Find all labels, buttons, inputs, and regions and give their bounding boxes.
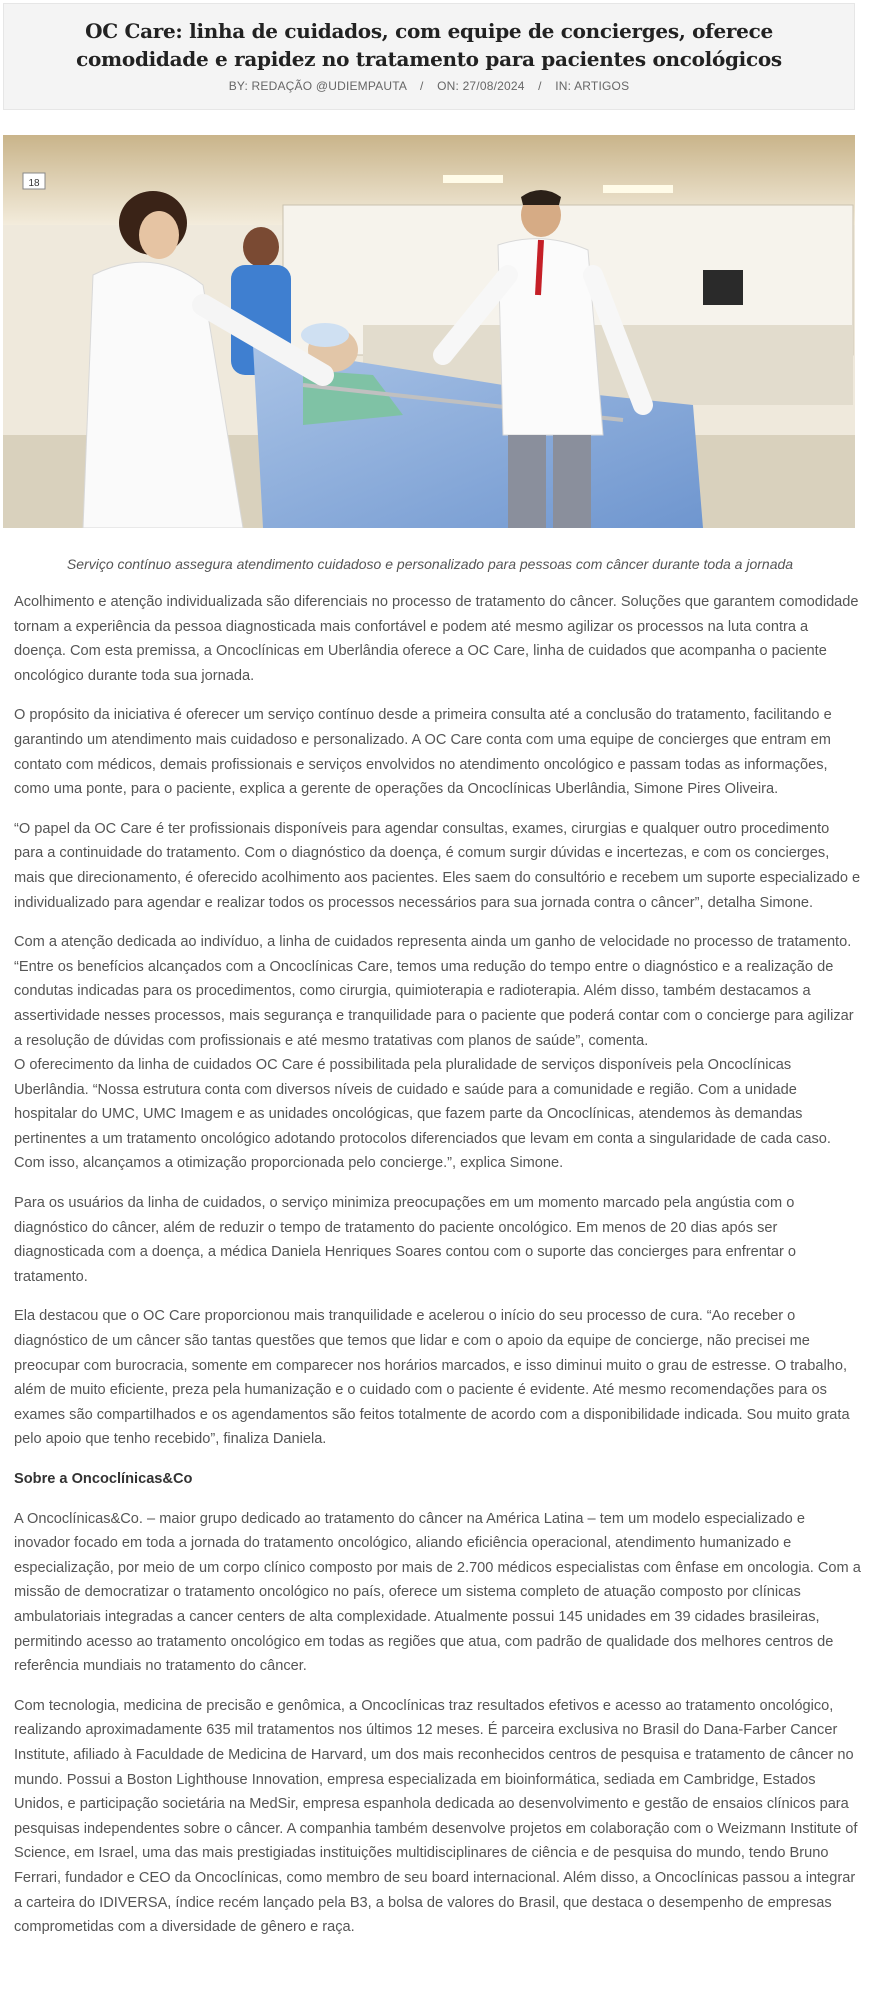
room-number: 18 (28, 178, 40, 189)
article-meta (4, 79, 854, 93)
image-caption: Serviço contínuo assegura atendimento cuidadoso e personalizado para pessoas com câncer durante toda a jornada (66, 556, 794, 572)
paragraph: Com a atenção dedicada ao indivíduo, a linha de cuidados representa ainda um ganho de velocidade no processo de tratamento. “Entre os benefícios alcançados com a Oncoclínicas Care, temos uma redução do tempo entre o diagnóstico e a realização de condutas indicadas para os procedimentos, como cirurgia, quimioterapia e radioterapia. Além disso, também destacamos a assertividade nesses processos, mais segurança e tranquilidade para o paciente que poderá contar com o concierge para agilizar a resolução de dúvidas com profissionais e até mesmo tratativas com planos de saúde”, comenta. (14, 934, 854, 1049)
in-label: IN: (555, 79, 572, 93)
paragraph: “O papel da OC Care é ter profissionais disponíveis para agendar consultas, exames, cirurgias e qualquer outro procedimento para a continuidade do tratamento. Com o diagnóstico da doença, é comum surgir dúvidas e incertezas, e com os concierges, mais que direcionamento, é oferecido acolhimento aos pacientes. Eles saem do consultório e recebem um suporte especializado e individualizado para agendar e realizar todos os processos necessários para sua jornada contra o câncer”, detalha Simone. (14, 820, 861, 911)
meta-separator: / (538, 79, 542, 93)
paragraph: O propósito da iniciativa é oferecer um serviço contínuo desde a primeira consulta até a conclusão do tratamento, facilitando e garantindo um atendimento mais cuidadoso e personalizado. A OC Care conta com uma equipe de concierges que entram em contato com médicos, demais profissionais e serviços envolvidos no atendimento oncológico e passam todas as informações, como uma ponte, para o paciente, explica a gerente de operações da Oncoclínicas Uberlândia, Simone Pires Oliveira. (14, 707, 832, 798)
article-title: OC Care: linha de cuidados, com equipe de concierges, oferece comodidade e rapidez no tratamento para pacientes oncológicos (76, 19, 782, 71)
paragraph: Acolhimento e atenção individualizada são diferenciais no processo de tratamento do câncer. Soluções que garantem comodidade tornam a experiência da pessoa diagnosticada mais confortável e podem até mesmo agilizar os processos na luta contra a doença. Com esta premissa, a Oncoclínicas em Uberlândia oferece a OC Care, linha de cuidados que acompanha o paciente oncológico durante toda sua jornada. (14, 594, 859, 684)
article-header (3, 3, 855, 110)
author-link[interactable]: REDAÇÃO @UDIEMPAUTA (251, 79, 407, 93)
about-paragraph: A Oncoclínicas&Co. – maior grupo dedicado ao tratamento do câncer na América Latina – tem um modelo especializado e inovador focado em toda a jornada do tratamento oncológico, aliando eficiência operacional, atendimento humanizado e especialização, por meio de um corpo clínico composto por mais de 2.700 médicos especialistas com ênfase em oncologia. Com a missão de democratizar o tratamento oncológico no país, oferece um sistema completo de atuação composto por clínicas ambulatoriais integradas a cancer centers de alta complexidade. Atualmente possui 145 unidades em 39 cidades brasileiras, permitindo acesso ao tratamento oncológico em todas as regiões que atua, com padrão de qualidade dos melhores centros de referência mundiais no tratamento do câncer. (14, 1510, 861, 1675)
meta-separator: / (419, 79, 424, 93)
about-heading: Sobre a Oncoclínicas&Co (14, 1471, 193, 1487)
article-body (14, 590, 862, 1955)
paragraph: O oferecimento da linha de cuidados OC Care é possibilitada pela pluralidade de serviços disponíveis pela Oncoclínicas Uberlândia. “Nossa estrutura conta com diversos níveis de cuidado e saúde para a comunidade e região. Com a unidade hospitalar do UMC, UMC Imagem e as unidades oncológicas, que fazem parte da Oncoclínicas, atendemos às demandas pertinentes a um tratamento oncológico adotando protocolos diferenciados que levam em conta a singularidade de cada caso. Com isso, alcançamos a otimização proporcionada pelo concierge.”, explica Simone. (14, 1057, 831, 1172)
on-label: ON: (437, 79, 460, 93)
about-paragraph: Com tecnologia, medicina de precisão e genômica, a Oncoclínicas traz resultados efetivos e acesso ao tratamento oncológico, realizando aproximadamente 635 mil tratamentos nos últimos 12 meses. É parceira exclusiva no Brasil do Dana-Farber Cancer Institute, afiliado à Faculdade de Medicina de Harvard, um dos mais reconhecidos centros de pesquisa e tratamento de câncer no mundo. Possui a Boston Lighthouse Innovation, empresa especializada em bioinformática, sediada em Cambridge, Estados Unidos, e participação societária na MedSir, empresa espanhola dedicada ao desenvolvimento e gestão de ensaios clínicos para pesquisas independentes sobre o câncer. A companhia também desenvolve projetos em colaboração com o Weizmann Institute of Science, em Israel, uma das mais prestigiadas instituições multidisciplinares de ciência e de pesquisa do mundo, tendo Bruno Ferrari, fundador e CEO da Oncoclínicas, como membro de seu board internacional. Além disso, a Oncoclínicas passou a integrar a carteira do IDIVERSA, índice recém lançado pela B3, a bolsa de valores do Brasil, que destaca o desempenho de empresas comprometidas com a diversidade de gênero e raça. (14, 1697, 858, 1936)
post-date: 27/08/2024 (462, 79, 525, 93)
paragraph: Para os usuários da linha de cuidados, o serviço minimiza preocupações em um momento marcado pela angústia com o diagnóstico do câncer, além de reduzir o tempo de tratamento do paciente oncológico. Em menos de 20 dias após ser diagnosticada com a doença, a médica Daniela Henriques Soares contou com o suporte das concierges para enfrentar o tratamento. (14, 1195, 797, 1285)
hospital-scene-illustration (3, 135, 855, 528)
paragraph: Ela destacou que o OC Care proporcionou mais tranquilidade e acelerou o início do seu processo de cura. “Ao receber o diagnóstico de um câncer são tantas questões que temos que lidar e com o apoio da equipe de concierge, não precisei me preocupar com burocracia, somente em comparecer nos horários marcados, e isso diminui muito o grau de estresse. O trabalho, além de muito eficiente, preza pela humanização e o cuidado com o paciente é evidente. Até mesmo recomendações para os exames são compartilhados e os agendamentos são feitos totalmente de acordo com a disponibilidade indicada. Sou muito grata pelo apoio que tenho recebido”, finaliza Daniela. (14, 1308, 850, 1448)
by-label: BY: (228, 79, 248, 93)
featured-image (3, 135, 855, 528)
category-link[interactable]: ARTIGOS (574, 79, 630, 93)
